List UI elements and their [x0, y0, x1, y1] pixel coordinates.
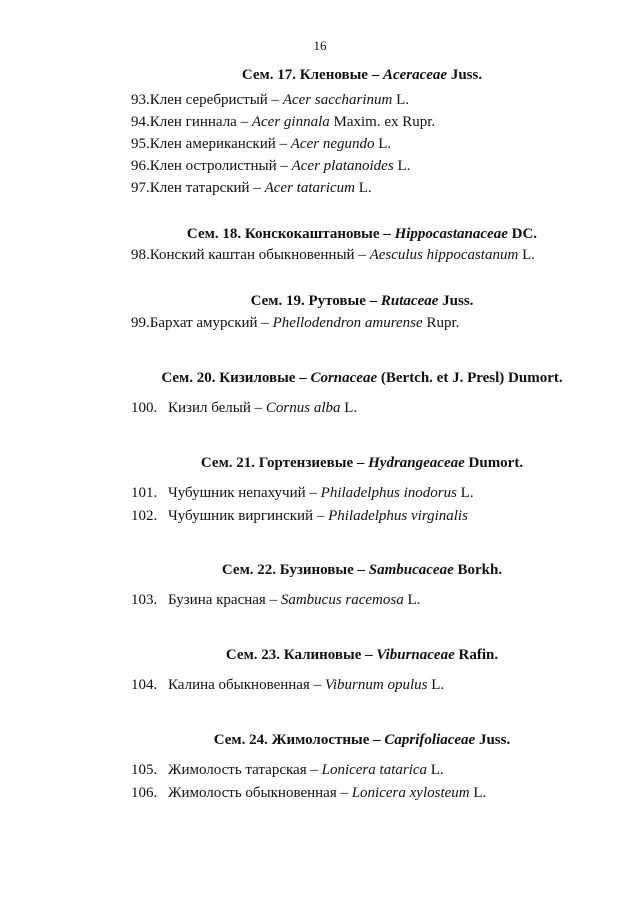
item-russian-name: Чубушник непахучий – — [168, 485, 321, 501]
family-author: Rafin. — [454, 647, 499, 663]
family-label: Сем. 19. Рутовые – — [250, 293, 381, 309]
family-latin: Sambucaceae — [368, 562, 454, 578]
item-number: 101. — [131, 485, 158, 501]
item-author: L. — [469, 785, 487, 801]
item-russian-name: Жимолость обыкновенная – — [168, 785, 352, 801]
item-russian-name: Бархат амурский – — [149, 315, 273, 331]
item-number: 94. — [131, 114, 150, 130]
family-heading-22 — [0, 561, 640, 579]
item-latin-name: Philadelphus inodorus — [320, 485, 457, 501]
item-latin-name: Lonicera xylosteum — [351, 785, 470, 801]
family-author: Borkh. — [453, 562, 503, 578]
list-item — [131, 135, 391, 153]
list-item — [131, 784, 486, 802]
item-number: 103. — [131, 592, 158, 608]
item-russian-name: Клен американский – — [149, 136, 291, 152]
item-number: 96. — [131, 158, 150, 174]
family-latin: Cornaceae — [310, 370, 378, 386]
item-number: 106. — [131, 785, 158, 801]
page-number: 16 — [313, 38, 327, 53]
list-item — [131, 113, 435, 131]
item-russian-name: Бузина красная – — [168, 592, 281, 608]
item-author: L. — [518, 247, 535, 263]
item-latin-name: Viburnum opulus — [324, 677, 428, 693]
item-latin-name: Cornus alba — [265, 400, 341, 416]
list-item — [131, 157, 410, 175]
item-number: 99. — [131, 315, 150, 331]
family-heading-21 — [0, 454, 640, 472]
item-number: 97. — [131, 180, 150, 196]
family-latin: Rutaceae — [380, 293, 439, 309]
item-number: 100. — [131, 400, 158, 416]
family-author: DC. — [507, 226, 538, 242]
family-heading-17 — [0, 66, 640, 84]
item-author: L. — [374, 136, 392, 152]
list-item — [131, 314, 459, 332]
item-number: 98. — [131, 247, 150, 263]
item-latin-name: Lonicera tatarica — [321, 762, 428, 778]
family-author: Juss. — [447, 67, 483, 83]
family-label: Сем. 17. Кленовые – — [241, 67, 383, 83]
family-label: Сем. 21. Гортензиевые – — [200, 455, 369, 471]
list-item — [131, 591, 420, 609]
family-label: Сем. 24. Жимолостные – — [213, 732, 385, 748]
family-author: Dumort. — [464, 455, 524, 471]
item-russian-name: Клен остролистный – — [149, 158, 292, 174]
item-author: L. — [427, 677, 445, 693]
list-item — [131, 246, 535, 264]
list-item — [131, 761, 444, 779]
family-heading-18 — [0, 225, 640, 243]
family-heading-19 — [0, 292, 640, 310]
family-heading-23 — [0, 646, 640, 664]
item-russian-name: Кизил белый – — [168, 400, 266, 416]
family-label: Сем. 20. Кизиловые – — [161, 370, 311, 386]
list-item — [131, 91, 409, 109]
list-item — [131, 399, 357, 417]
list-item — [131, 507, 468, 525]
family-latin: Hippocastanaceae — [394, 226, 508, 242]
item-number: 105. — [131, 762, 158, 778]
list-item — [131, 484, 474, 502]
family-latin: Aceraceae — [382, 67, 448, 83]
item-latin-name: Acer negundo — [290, 136, 375, 152]
item-author: L. — [355, 180, 372, 196]
item-number: 102. — [131, 508, 158, 524]
item-author: Rupr. — [422, 315, 460, 331]
item-author: L. — [403, 592, 421, 608]
item-latin-name: Philadelphus virginalis — [328, 508, 468, 524]
item-author: L. — [392, 92, 410, 108]
family-label: Сем. 18. Конскокаштановые – — [186, 226, 395, 242]
family-heading-24 — [0, 731, 640, 749]
item-number: 95. — [131, 136, 150, 152]
item-russian-name: Клен татарский – — [149, 180, 265, 196]
family-latin: Caprifoliaceae — [384, 732, 476, 748]
family-label: Сем. 23. Калиновые – — [225, 647, 377, 663]
family-label: Сем. 22. Бузиновые – — [221, 562, 369, 578]
family-heading-20 — [0, 369, 640, 387]
item-russian-name: Клен гиннала – — [149, 114, 252, 130]
family-latin: Hydrangeaceae — [368, 455, 465, 471]
list-item — [131, 179, 372, 197]
item-author: L. — [393, 158, 411, 174]
item-latin-name: Aesculus hippocastanum — [369, 247, 519, 263]
item-russian-name: Жимолость татарская – — [168, 762, 322, 778]
item-author: L. — [427, 762, 444, 778]
item-number: 104. — [131, 677, 158, 693]
item-author: L. — [340, 400, 358, 416]
item-russian-name: Клен серебристый – — [149, 92, 283, 108]
item-latin-name: Acer tataricum — [264, 180, 355, 196]
item-latin-name: Acer saccharinum — [282, 92, 393, 108]
item-latin-name: Sambucus racemosa — [280, 592, 404, 608]
family-author: (Bertch. et J. Presl) Dumort. — [377, 370, 563, 386]
family-author: Juss. — [475, 732, 511, 748]
item-latin-name: Phellodendron amurense — [272, 315, 423, 331]
item-author: Maxim. ex Rupr. — [329, 114, 436, 130]
item-russian-name: Конский каштан обыкновенный – — [149, 247, 370, 263]
item-russian-name: Чубушник виргинский – — [168, 508, 329, 524]
family-latin: Viburnaceae — [376, 647, 455, 663]
item-russian-name: Калина обыкновенная – — [168, 677, 325, 693]
item-number: 93. — [131, 92, 150, 108]
family-author: Juss. — [438, 293, 474, 309]
item-author: L. — [456, 485, 474, 501]
item-latin-name: Acer ginnala — [251, 114, 330, 130]
item-latin-name: Acer platanoides — [291, 158, 394, 174]
list-item — [131, 676, 444, 694]
